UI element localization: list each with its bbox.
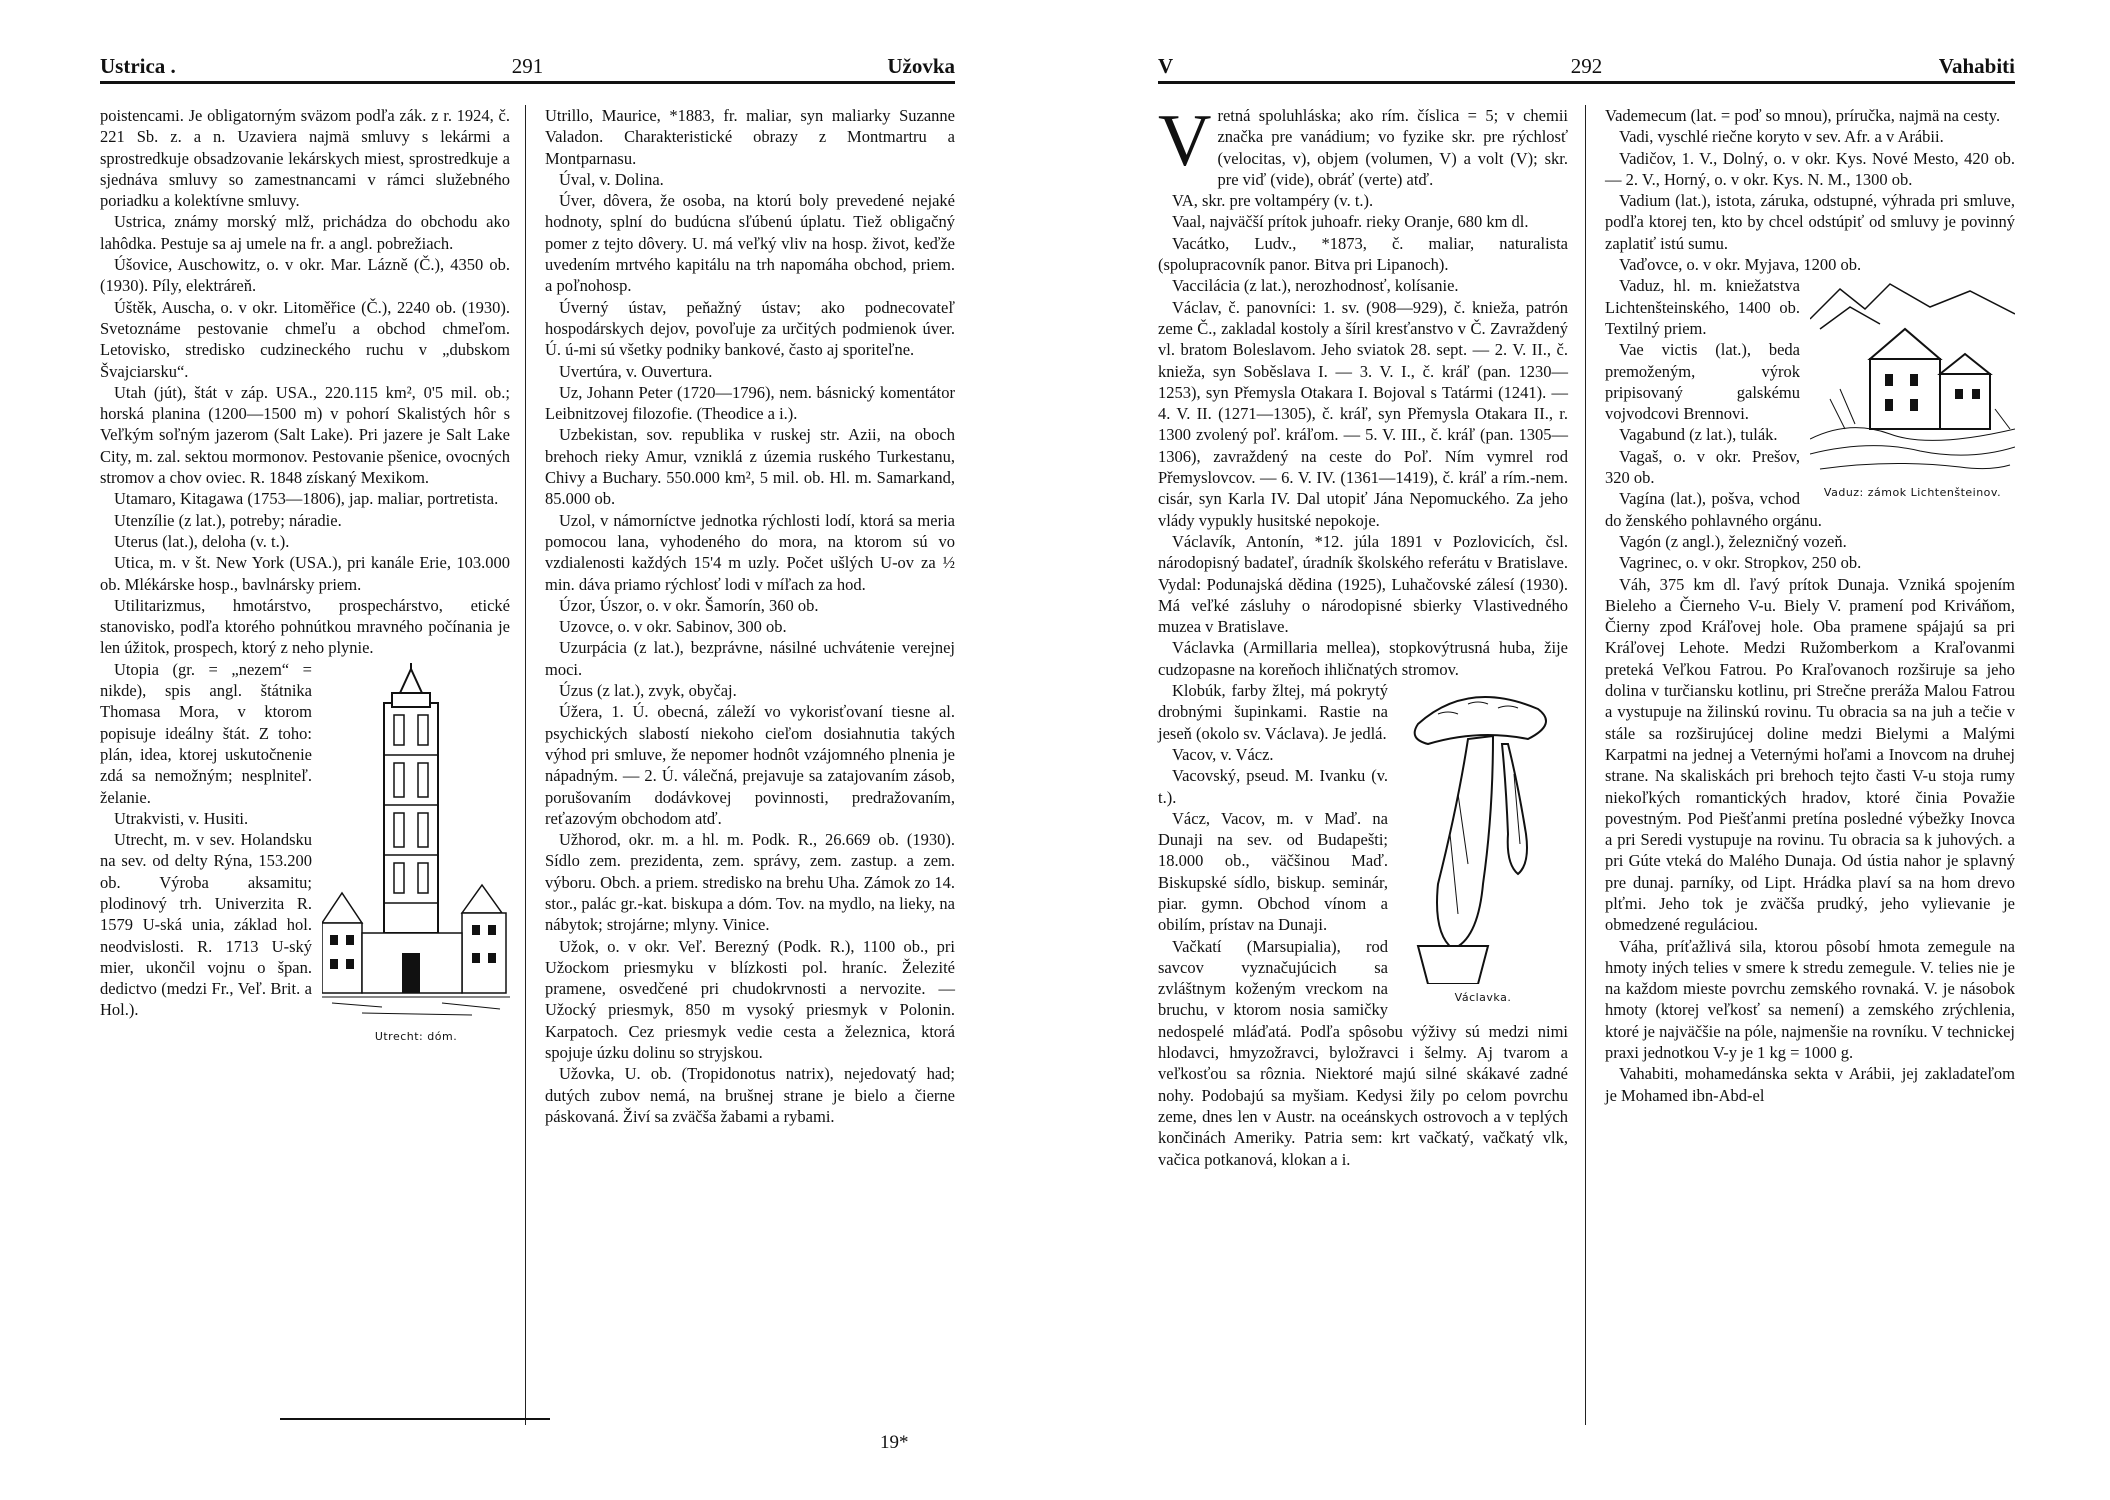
entry: Utopia (gr. = „nezem“ = nikde), spis angl. štátnika Thomasa Mora, v ktorom popisuje ideálny štát. Z toho: plán, idea, ktorej uskutočnenie zdá sa nemožným; nesplniteľ. želanie. [100, 659, 312, 807]
right-header-guideword-first: V [1158, 54, 1174, 78]
entry: Vaccilácia (z lat.), nerozhodnosť, kolísanie. [1172, 276, 1459, 296]
right-page [1055, 0, 2110, 1500]
entry: Úzus (z lat.), zvyk, obyčaj. [559, 681, 737, 701]
entry: Václav, č. panovníci: 1. sv. (908—929), č. knieža, patrón zeme Č., zakladal kostoly a šíril kresťanstvo v Č. Zavraždený vl. bratom Boleslavom. Jeho sviatok 28. sept. — 2. V. II., č. knieža, syn Soběslava I. — 3. V. I., č. kráľ (pan. 1230—1253), syn Přemysla Otakara I. Bojoval s Tatármi (1241). — 4. V. II. (1271—1305), č. kráľ, syn Přemysla Otakara II., r. 1300 zvolený poľ. kráľom. — 5. V. III., č. kráľ (pan. 1305—1306), zavraždený na ceste do Poľ. Ním vymrel rod Přemyslovcov. — 6. V. IV. (1361—1419), č. kráľ a rím.-nem. cisár, syn Karla IV. Dal utopiť Jána Nepomuckého. Za jeho vlády vypukly husitské nepokoje. [1158, 297, 1568, 530]
entry: Vademecum (lat. = poď so mnou), príručka, najmä na cesty. [1605, 106, 2001, 125]
entry: Úval, v. Dolina. [559, 169, 664, 189]
entry: Úžera, 1. Ú. obecná, záleží vo vykorisťovaní tiesne al. psychických slabostí niekoho cieľom dosiahnutia takých výhod pri smluve, že nepomer hodnôt vzájomného plnenia je nápadným. — 2. Ú. válečná, prejavuje sa zatajovaním zásob, porušovaním dodávkovej povinnosti, predražovaním, reťazovým obchodom atď. [545, 702, 955, 828]
entry: Vagrinec, o. v okr. Stropkov, 250 ob. [1619, 553, 1862, 573]
entry: Uvertúra, v. Ouvertura. [559, 361, 713, 381]
left-page-column-1 [100, 105, 510, 1051]
footnote-rule [280, 1418, 550, 1420]
entry: Váh, 375 km dl. ľavý prítok Dunaja. Vzniká spojením Bieleho a Čierneho V-u. Biely V. pramení pod Kriváňom, Čierny zpod Kráľovej hole. Oba pramene spájajú sa pri Kráľovej Lehote. Medzi Ružomberkom a Kraľovanmi preteká Veľkou Fatrou. Po Kraľovanoch rozširuje sa jeho dolina v turčiansku kotlinu, pri Strečne preráža Malou Fatrou a vystupuje na žilinskú rovinu. Tu obracia sa na juh a tečie v stále sa rozširujúcej doline medzi Bielymi a Malými Karpatmi na jednej a Veternými hoľami a Inovcom na druhej strane. Na skaliskách pri brehoch tejto časti V-u stoja rumy niekoľkých romantických hradov, ktoré činia Považie povestným. Pod Piešťanmi pretína posledné výbežky Inovca a pri Seredi vystupuje na rovinu. Tu obracia sa k juhových. a pri Gúte vteká do Malého Dunaja. Od ústia nahor je splavný pre dunaj. parníky, od Lipt. Hrádka plaví sa na hom drevo plťmi. Jeho tok je zväčša prudký, jeho vylievanie je obmedzené reguláciou. [1605, 574, 2015, 935]
entry: Utica, m. v št. New York (USA.), pri kanále Erie, 103.000 ob. Mlékárske hosp., bavlnársky priem. [100, 553, 510, 594]
entry: Utenzílie (z lat.), potreby; náradie. [114, 510, 342, 530]
entry: Vacov, v. Vácz. [1172, 744, 1274, 764]
column-divider [525, 105, 526, 1425]
entry: Vaduz, hl. m. kniežatstva Lichtenšteinského, 1400 ob. Textilný priem. [1605, 276, 1800, 338]
entry: Vae victis (lat.), beda premoženým, výrok pripisovaný galskému vojvodcovi Brennovi. [1605, 340, 1800, 424]
entry: Vahabiti, mohamedánska sekta v Arábii, jej zakladateľom je Mohamed ibn-Abd-el [1605, 1064, 2015, 1105]
entry: Úzor, Úszor, o. v okr. Šamorín, 360 ob. [559, 595, 819, 615]
entry: Uterus (lat.), deloha (v. t.). [114, 531, 290, 551]
entry: Užovka, U. ob. (Tropidonotus natrix), nejedovatý had; dutých zubov nemá, na brušnej strane je bielo a čierne páskovaná. Živí sa zväčša žabami a rybami. [545, 1064, 955, 1126]
utrecht-dome-illustration [322, 663, 510, 1047]
left-header-guideword-first: Ustrica . [100, 54, 176, 78]
entry: Uzol, v námorníctve jednotka rýchlosti lodí, ktorá sa meria pomocou lana, vyhodeného do mora, na ktorom sú vo vzdialenosti každých 15'4 m uzly. Počet ušlých U-ov za ½ min. dáva priamo rýchlosť lodi v míľach za hod. [545, 510, 955, 594]
mushroom-illustration [1398, 684, 1568, 1008]
figure-caption: Utrecht: dóm. [374, 1029, 458, 1043]
entry: Utrakvisti, v. Husiti. [114, 808, 249, 828]
entry: Vacátko, Ludv., *1873, č. maliar, naturalista (spolupracovník panor. Bitva pri Lipanoch). [1158, 233, 1568, 275]
entry: Vagón (z angl.), železničný vozeň. [1619, 531, 1847, 551]
entry: VA, skr. pre voltampéry (v. t.). [1172, 191, 1374, 211]
entry: Užhorod, okr. m. a hl. m. Podk. R., 26.669 ob. (1930). Sídlo zem. prezidenta, zem. správy, zem. zastup. a zem. výboru. Obch. a priem. stredisko na brehu Uha. Zámok zo 14. stor., palác gr.-kat. biskupa a dóm. Tov. na mydlo, na lieky, na nábytok; strojárne; mlyny. Vinice. [545, 830, 955, 935]
left-header-page-number: 291 [511, 54, 544, 78]
mushroom-drawing [1398, 684, 1568, 984]
drop-cap: V [1158, 100, 1212, 182]
figure-caption: Václavka. [1454, 991, 1512, 1005]
utrecht-tower-drawing [322, 663, 510, 1023]
signature-mark: 19* [880, 1432, 909, 1453]
entry: poistencami. Je obligatorným sväzom podľa zák. z r. 1924, č. 221 Sb. z. a n. Uzaviera najmä smluvy s lekármi a sprostredkuje obsadzovanie lekárskych miest, sprostredkuje a sjednáva smluvy so zamestnancami v rámci služebného poriadku a kolektívne smluvy. [100, 106, 510, 211]
vaduz-castle-illustration [1810, 279, 2015, 503]
entry: Utamaro, Kitagawa (1753—1806), jap. maliar, portretista. [114, 489, 499, 509]
entry: Vaďovce, o. v okr. Myjava, 1200 ob. [1619, 255, 1862, 275]
entry: Vačkatí (Marsupialia), rod savcov vyznačujúcich sa zvláštnym koženým vreckom na bruchu, v ktorom nosia samičky nedospelé mláďatá. Podľa spôsobu výživy sú medzi nimi hlodavci, hmyzožravci, byložravci i šelmy. Aj tvarom a veľkosťou sa rôznia. Niektoré majú silné skákavé zadné nohy. Podobajú sa myšiam. Kedysi žily po celom povrchu zeme, dnes len v Austr. na oceánskych ostrovoch a v teplých končinách Ameriky. Patria sem: krt vačkatý, vačkatý vlk, vačica potkanová, klokan a i. [1158, 936, 1568, 1169]
entry: Vaal, najväčší prítok juhoafr. rieky Oranje, 680 km dl. [1172, 212, 1529, 232]
entry: Vagína (lat.), pošva, vchod do ženského pohlavného orgánu. [1605, 489, 1822, 530]
entry: Vadi, vyschlé riečne koryto v sev. Afr. a v Arábii. [1619, 127, 1944, 147]
entry: Vadičov, 1. V., Dolný, o. v okr. Kys. Nové Mesto, 420 ob. — 2. V., Horný, o. v okr. Kys. N. M., 1300 ob. [1605, 148, 2015, 189]
entry: retná spoluhláska; ako rím. číslica = 5; v chemii značka pre vanádium; vo fyzike skr. pre rýchlosť (velocitas, v), objem (volumen, V) a volt (V); skr. pre viď (vide), obráť (verte) atď. [1217, 106, 1568, 189]
entry: Vagaš, o. v okr. Prešov, 320 ob. [1605, 446, 1800, 488]
right-page-column-1 [1158, 100, 1568, 1170]
entry: Úšovice, Auschowitz, o. v okr. Mar. Lázně (Č.), 4350 ob. (1930). Píly, elektráreň. [100, 255, 510, 296]
entry: Utrecht, m. v sev. Holandsku na sev. od delty Rýna, 153.200 ob. Výroba aksamitu; plodinový trh. Univerzita R. 1579 U-ská unia, základ hol. neodvislosti. R. 1713 U-ský mier, ukončil vojnu o špan. dedictvo (medzi Fr., Veľ. Brit. a Hol.). [100, 830, 312, 1020]
column-divider [1585, 105, 1586, 1425]
left-header-guideword-last: Užovka [887, 54, 955, 78]
entry: Uz, Johann Peter (1720—1796), nem. básnický komentátor Leibnitzovej filozofie. (Theodice a i.). [545, 382, 955, 424]
right-header-page-number: 292 [1570, 54, 1603, 78]
entry: Vacovský, pseud. M. Ivanku (v. t.). [1158, 766, 1388, 807]
entry: Vácz, Vacov, m. v Maď. na Dunaji na sev. od Budapešti; 18.000 ob., väčšinou Maď. Biskupské sídlo, biskup. seminár, piar. gymn. Obchod vínom a obilím, prístav na Dunaji. [1158, 808, 1388, 935]
entry: Uzovce, o. v okr. Sabinov, 300 ob. [559, 617, 787, 637]
entry: Ustrica, známy morský mlž, prichádza do obchodu ako lahôdka. Pestuje sa aj umele na fr. a angl. pobrežiach. [100, 212, 510, 253]
entry: Utah (jút), štát v záp. USA., 220.115 km², 0'5 mil. ob.; horská planina (1200—1500 m) v pohorí Skalistých hôr s Veľkým soľným jazerom (Salt Lake). Pri jazere je Salt Lake City, m. zal. sektou mormonov. Pestovanie pšenice, ovocných stromov a chov oviec. R. 1848 získaný Mexikom. [100, 382, 510, 488]
left-running-header [100, 50, 955, 84]
entry: Úštěk, Auscha, o. v okr. Litoměřice (Č.), 2240 ob. (1930). Svetoznáme pestovanie chmeľu a obchod chmeľom. Letovisko, stredisko cudzineckého ruchu v „dubskom Švajciarsku“. [100, 297, 510, 381]
right-running-header [1158, 50, 2015, 84]
left-page-column-2 [545, 105, 955, 1127]
entry: Vagabund (z lat.), tulák. [1619, 425, 1778, 445]
entry: Utilitarizmus, hmotárstvo, prospechárstvo, etické stanovisko, podľa ktorého pohnútkou mravného počínania je len úžitok, prospech, ktorý z neho plynie. [100, 595, 510, 658]
header-rule [1158, 81, 2015, 84]
entry: Václavík, Antonín, *12. júla 1891 v Pozlovicích, čsl. národopisný badateľ, úradník školského referátu v Bratislave. Vydal: Podunajská dědina (1925), Luhačovské zálesí (1930). Má veľké zásluhy o národopisné sbierky Vlastivedného muzea v Bratislave. [1158, 531, 1568, 637]
entry: Utrillo, Maurice, *1883, fr. maliar, syn maliarky Suzanne Valadon. Charakteristické obrazy z Montmartru a Montparnasu. [545, 106, 955, 168]
entry: Uzbekistan, sov. republika v ruskej str. Azii, na oboch brehoch rieky Amur, vzniklá z územia ruského Turkestanu, Chivy a Buchary. 550.000 km², 5 mil. ob. Hl. m. Samarkand, 85.000 ob. [545, 425, 955, 509]
right-header-guideword-last: Vahabiti [1938, 54, 2015, 78]
right-page-column-2 [1605, 105, 2015, 1106]
entry: Uzurpácia (z lat.), bezprávne, násilné uchvátenie verejnej moci. [545, 638, 955, 679]
entry: Váha, príťažlivá sila, ktorou pôsobí hmota zemegule na hmoty iných telies v smere k stredu zemegule. V. telies nie je na každom mieste povrchu zemského rovnaká. V. je násobok hmoty (ktorej veľkosť sa nemení) a zemského zrýchlenia, ktoré je najväčšie na póle, najmenšie na rovníku. V technickej praxi jednotkou V-y je 1 kg = 1000 g. [1605, 936, 2015, 1063]
entry: Užok, o. v okr. Veľ. Berezný (Podk. R.), 1100 ob., pri Užockom priesmyku v blízkosti pol. hraníc. Železité pramene, osvedčené pri chudokrvnosti a nervozite. — Užocký priesmyk, 850 m vysoký priesmyk v Polonin. Karpatoch. Cez priesmyk vedie cesta a železnica, ktorá spojuje úzku dolinu so stryjskou. [545, 936, 955, 1063]
entry: Klobúk, farby žltej, má pokrytý drobnými šupinkami. Rastie na jeseň (okolo sv. Václava). Je jedlá. [1158, 681, 1388, 743]
entry: Vadium (lat.), istota, záruka, odstupné, výhrada pri smluve, podľa ktorej ten, kto by chcel odstúpiť od smluvy je povinný zaplatiť istú sumu. [1605, 191, 2015, 253]
vaduz-castle-drawing [1810, 279, 2015, 479]
entry: Václavka (Armillaria mellea), stopkovýtrusná huba, žije cudzopasne na koreňoch ihličnatých stromov. [1158, 638, 1568, 679]
entry: Úver, dôvera, že osoba, na ktorú boly prevedené nejaké hodnoty, splní do budúcna sľúbenú úplatu. Tiež obligačný pomer z tejto dôvery. U. má veľký vliv na hosp. život, keďže uvedením mrtvého kapitálu na trh napomáha obchod, priem. a poľnohosp. [545, 191, 955, 296]
figure-caption: Vaduz: zámok Lichtenšteinov. [1823, 486, 2002, 500]
entry: Úverný ústav, peňažný ústav; ako podnecovateľ hospodárskych dejov, povoľuje za určitých podmienok úver. Ú. ú-mi sú všetky podniky bankové, často aj sporiteľne. [545, 297, 955, 360]
header-rule [100, 81, 955, 84]
